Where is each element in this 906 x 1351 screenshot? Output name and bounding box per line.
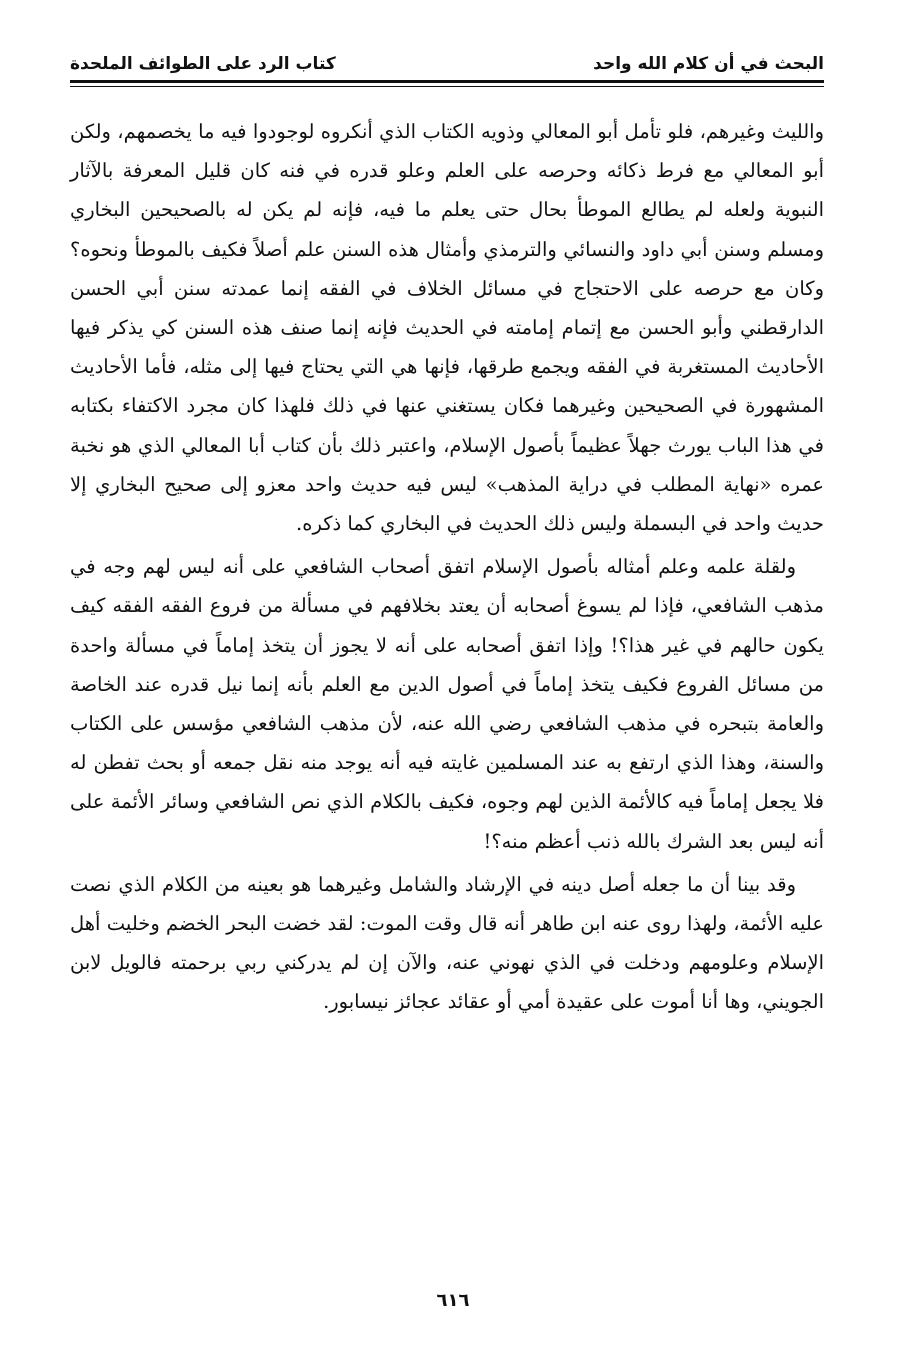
header-rule-thick — [70, 80, 824, 83]
paragraph: ولقلة علمه وعلم أمثاله بأصول الإسلام اتفق أصحاب الشافعي على أنه ليس لهم وجه في مذهب الشافعي، فإذا لم يسوغ أصحابه أن يعتد بخلافهم في مسألة من فروع الفقه الفقه كيف يكون حالهم في غير هذا؟! وإذا اتفق أصحابه على أنه لا يجوز أن يتخذ إماماً في مسألة واحدة من مسائل الفروع فكيف يتخذ إماماً في أصول الدين مع العلم بأنه إنما نيل قدره عند الخاصة والعامة بتبحره في مذهب الشافعي رضي الله عنه، لأن مذهب الشافعي مؤسس على الكتاب والسنة، وهذا الذي ارتفع به عند المسلمين غايته فيه أنه يوجد منه نقل جمعه أو بحث تفطن له فلا يجعل إماماً فيه كالأئمة الذين لهم وجوه، فكيف بالكلام الذي نص الشافعي وسائر الأئمة على أنه ليس بعد الشرك بالله ذنب أعظم منه؟! — [70, 555, 824, 853]
body-text — [70, 112, 824, 1022]
running-header — [70, 44, 824, 74]
page-number: ٦١٦ — [436, 1290, 470, 1311]
header-rule-thin — [70, 86, 824, 87]
paragraph: والليث وغيرهم، فلو تأمل أبو المعالي وذويه الكتاب الذي أنكروه لوجودوا فيه ما يخصمهم، ولكن أبو المعالي مع فرط ذكائه وحرصه على العلم وعلو قدره في فنه كان قليل المعرفة بالآثار النبوية ولعله لم يطالع الموطأ بحال حتى يعلم ما فيه، فإنه لم يكن له بالصحيحين البخاري ومسلم وسنن أبي داود والنسائي والترمذي وأمثال هذه السنن علم أصلاً فكيف بالموطأ ونحوه؟ وكان مع حرصه على الاحتجاج في مسائل الخلاف في الفقه إنما عمدته سنن أبي الحسن الدارقطني وأبو الحسن مع إتمام إمامته في الحديث فإنه إنما صنف هذه السنن كي يذكر فيها الأحاديث المستغربة في الفقه ويجمع طرقها، فإنها هي التي يحتاج فيها إلى مثله، فأما الأحاديث المشهورة في الصحيحين وغيرهما فكان يستغني عنها في ذلك فلهذا كان مجرد الاكتفاء بكتابه في هذا الباب يورث جهلاً عظيماً بأصول الإسلام، واعتبر ذلك بأن كتاب أبا المعالي الذي هو نخبة عمره «نهاية المطلب في دراية المذهب» ليس فيه حديث واحد معزو إلى صحيح البخاري إلا حديث واحد في البسملة وليس ذلك الحديث في البخاري كما ذكره. — [70, 120, 824, 536]
section-title: البحث في أن كلام الله واحد — [593, 54, 824, 74]
book-title: كتاب الرد على الطوائف الملحدة — [70, 54, 336, 74]
paragraph: وقد بينا أن ما جعله أصل دينه في الإرشاد والشامل وغيرهما هو بعينه من الكلام الذي نصت عليه الأئمة، ولهذا روى عنه ابن طاهر أنه قال وقت الموت: لقد خضت البحر الخضم وخليت أهل الإسلام وعلومهم ودخلت في الذي نهوني عنه، والآن إن لم يدركني ربي برحمته فالويل لابن الجويني، وها أنا أموت على عقيدة أمي أو عقائد عجائز نيسابور. — [70, 872, 824, 1014]
